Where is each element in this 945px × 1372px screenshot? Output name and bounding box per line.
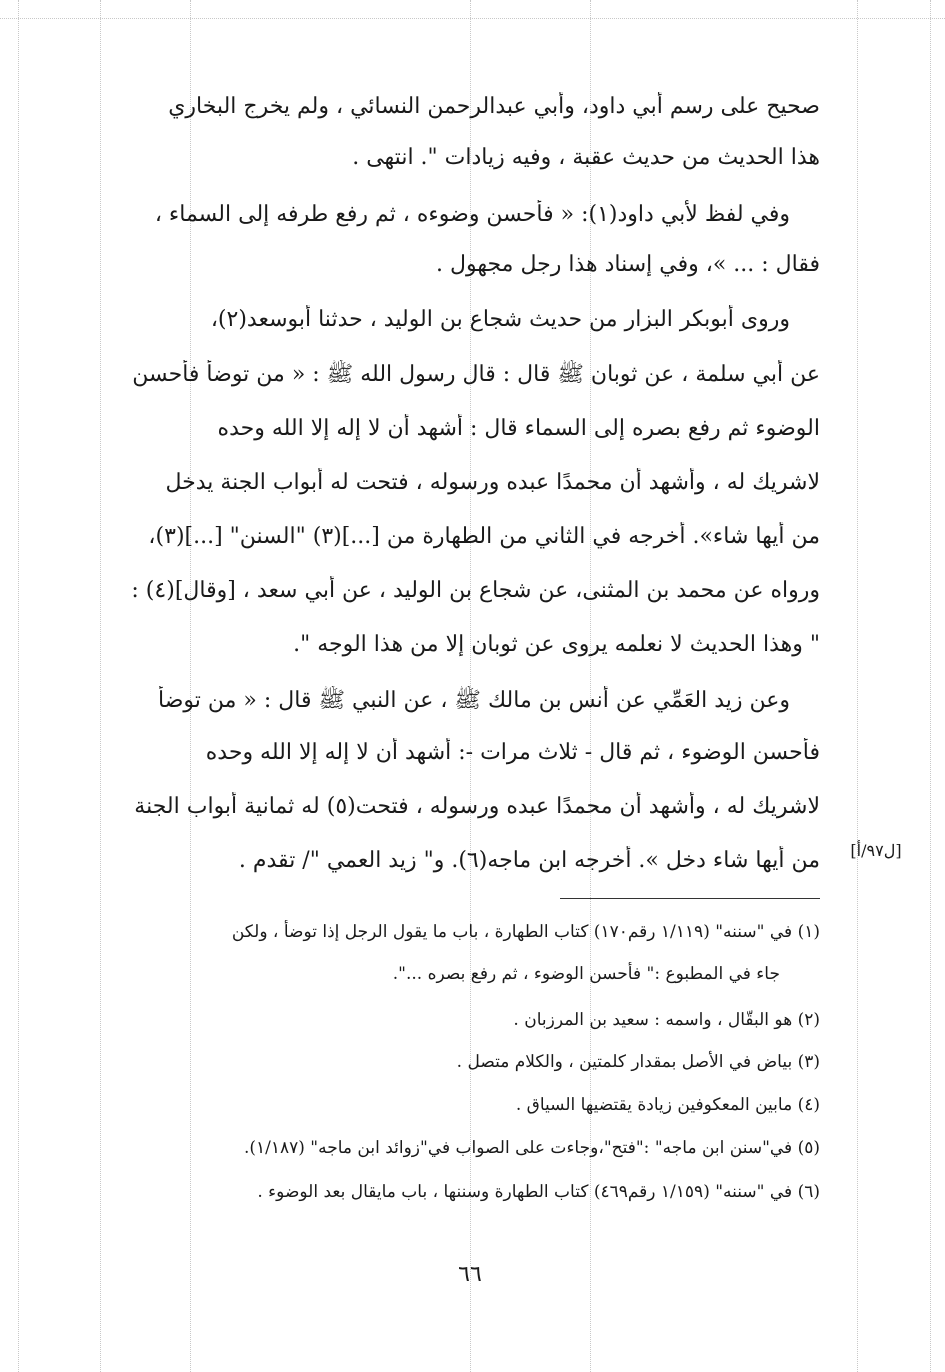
page-number: ٦٦ xyxy=(458,1262,482,1287)
body-line: من أيها شاء». أخرجه في الثاني من الطهارة من [...](٣) "السنن" [...](٣)، xyxy=(148,524,820,549)
scan-guide-line xyxy=(0,18,945,19)
footnote: (٥) في"سنن ابن ماجه" :"فتح"،وجاءت على الصواب في"زوائد ابن ماجه" (١/١٨٧). xyxy=(243,1138,820,1158)
footnote: (٤) مابين المعكوفين زيادة يقتضيها السياق . xyxy=(515,1095,820,1115)
body-line: ورواه عن محمد بن المثنى، عن شجاع بن الوليد ، عن أبي سعد ، [وقال](٤) : xyxy=(131,578,820,603)
body-line: صحيح على رسم أبي داود، وأبي عبدالرحمن النسائي ، ولم يخرج البخاري xyxy=(168,94,820,119)
footnote: (٣) بياض في الأصل بمقدار كلمتين ، والكلام متصل . xyxy=(456,1052,820,1072)
body-line: من أيها شاء دخل ». أخرجه ابن ماجه(٦). و" زيد العمي "/ تقدم . xyxy=(238,848,820,873)
body-line: وعن زيد العَمِّي عن أنس بن مالك ﷺ ، عن النبي ﷺ قال : « من توضأ xyxy=(158,688,790,713)
footnote-continuation: جاء في المطبوع :" فأحسن الوضوء ، ثم رفع بصره ...". xyxy=(392,964,780,984)
scan-guide-line xyxy=(18,0,19,1372)
footnote: (٦) في "سننه" (١/١٥٩ رقم٤٦٩) كتاب الطهارة وسننها ، باب مايقال بعد الوضوء . xyxy=(257,1182,820,1202)
scan-guide-line xyxy=(930,0,931,1372)
body-line: لاشريك له ، وأشهد أن محمدًا عبده ورسوله ، فتحت له أبواب الجنة يدخل xyxy=(165,470,820,495)
body-line: " وهذا الحديث لا نعلمه يروى عن ثوبان إلا من هذا الوجه ". xyxy=(293,632,820,657)
body-line: الوضوء ثم رفع بصره إلى السماء قال : أشهد أن لا إله إلا الله وحده xyxy=(217,416,820,441)
body-line: فقال : ... »، وفي إسناد هذا رجل مجهول . xyxy=(435,252,820,277)
footnote: (٢) هو البقّال ، واسمه : سعيد بن المرزبان . xyxy=(513,1010,820,1030)
body-line: لاشريك له ، وأشهد أن محمدًا عبده ورسوله ، فتحت(٥) له ثمانية أبواب الجنة xyxy=(134,794,820,819)
body-line: وروى أبوبكر البزار من حديث شجاع بن الوليد ، حدثنا أبوسعد(٢)، xyxy=(210,307,790,332)
manuscript-folio-note: [ل٩٧/أ] xyxy=(850,841,902,860)
footnote-separator xyxy=(560,898,820,899)
body-line: وفي لفظ لأبي داود(١): « فأحسن وضوءه ، ثم رفع طرفه إلى السماء ، xyxy=(154,202,790,227)
footnote: (١) في "سننه" (١/١١٩ رقم١٧٠) كتاب الطهارة ، باب ما يقول الرجل إذا توضأ ، ولكن xyxy=(231,922,820,942)
body-line: فأحسن الوضوء ، ثم قال - ثلاث مرات -: أشهد أن لا إله إلا الله وحده xyxy=(205,740,820,765)
body-line: هذا الحديث من حديث عقبة ، وفيه زيادات ". انتهى . xyxy=(352,145,820,170)
body-line: عن أبي سلمة ، عن ثوبان ﷺ قال : قال رسول الله ﷺ : « من توضأ فأحسن xyxy=(132,362,820,387)
scan-guide-line xyxy=(857,0,858,1372)
